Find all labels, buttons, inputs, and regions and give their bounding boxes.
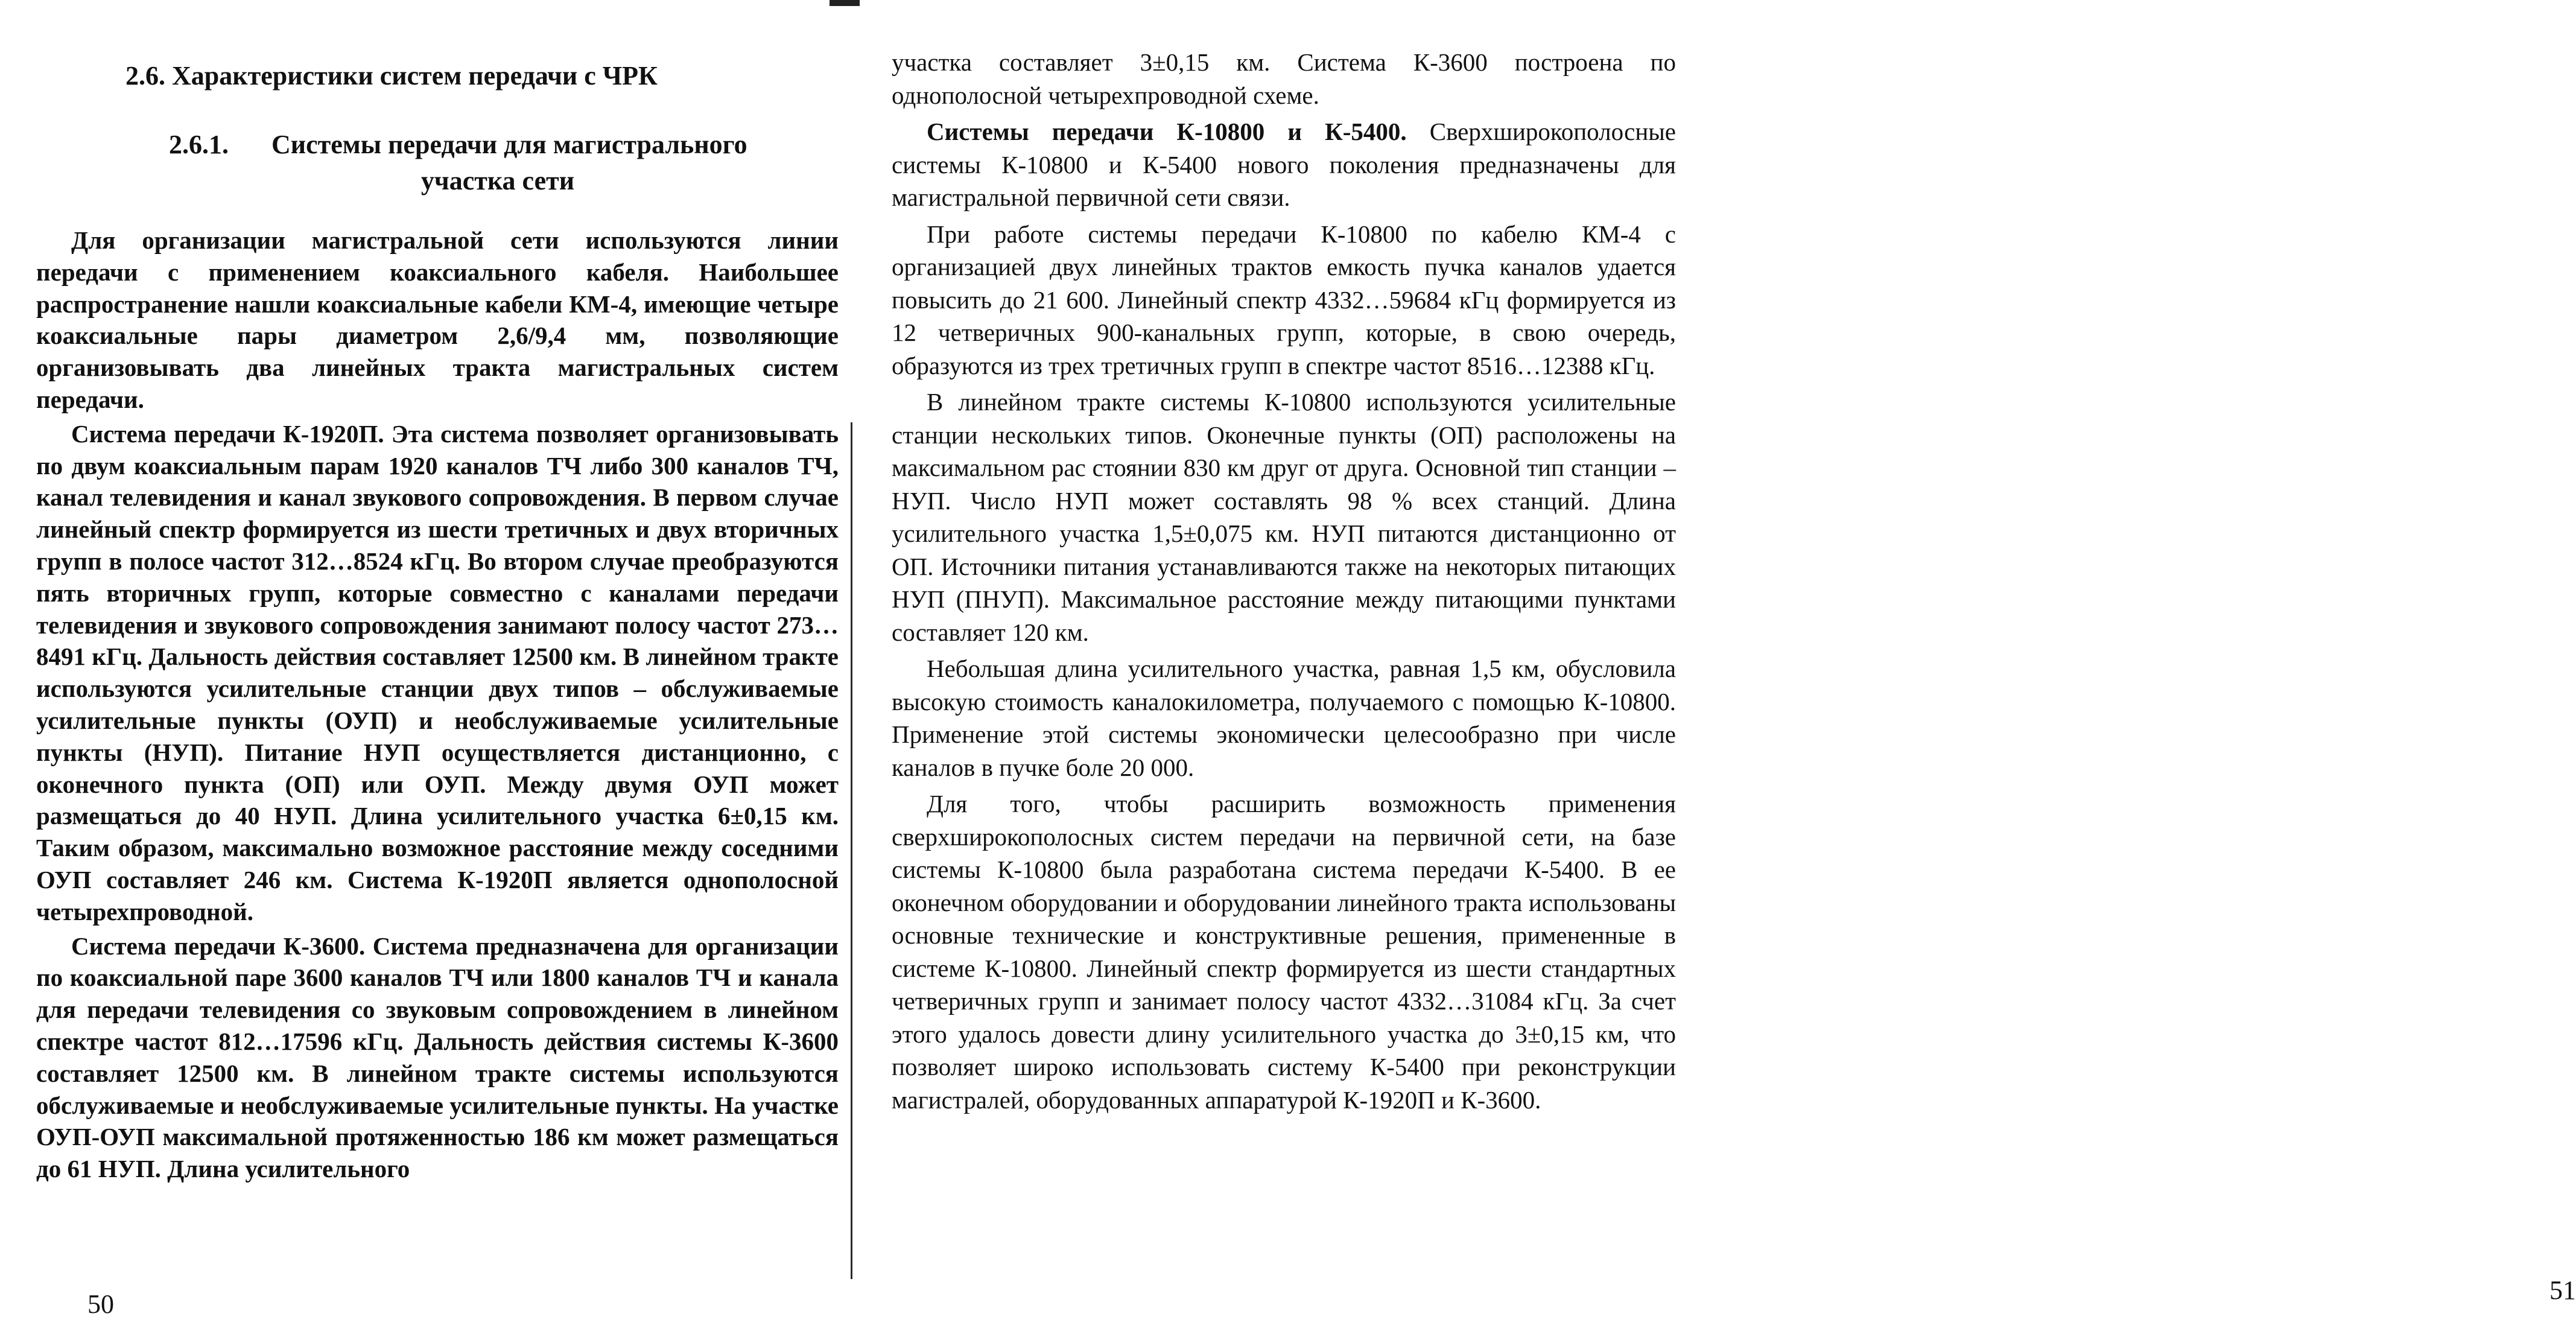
right-body-text [892, 46, 1676, 1116]
paragraph [36, 930, 839, 1185]
page-gutter-shadow [851, 422, 852, 1279]
subsection-number: 2.6.1. [169, 130, 229, 159]
paragraph: Для того, чтобы расширить возможность применения сверхширокополосных систем передачи на первичной сети, на базе системы К-10800 была разработана система передачи К-5400. В ее оконечном оборудовании и оборудовании линейного тракта использованы основные технические и конструктивные решения, примененные в системе К-10800. Линейный спектр формируется из шести стандартных четверичных групп и занимает полосу частот 4332…31084 кГц. За счет этого удалось довести длину усилительного участка до 3±0,15 км, что позволяет широко использовать систему К-5400 при реконструкции магистралей, оборудованных аппаратурой К-1920П и К-3600. [892, 790, 1676, 1114]
paragraph-text: Эта система позволяет организовывать по двум коаксиальным парам 1920 каналов ТЧ либо 300 каналов ТЧ, канал телевидения и канал звукового сопровождения. В первом случае линейный спектр формируется из шести третичных и двух вторичных групп в полосе частот 312…8524 кГц. Во втором случае преобразуются пять вторичных групп, которые совместно с каналами передачи телевидения и звукового сопровождения занимают полосу частот 273…8491 кГц. Дальность действия составляет 12500 км. В линейном тракте используются усилительные станции двух типов – обслуживаемые усилительные пункты (ОУП) и необслуживаемые усилительные пункты (НУП). Питание НУП осуществляется дистанционно, с оконечного пункта (ОП) или ОУП. Между двумя ОУП может размещаться до 40 НУП. Длина усилительного участка 6±0,15 км. Таким образом, максимально возможное расстояние между соседними ОУП составляет 246 км. Система К-1920П является однополосной четырехпроводной. [36, 419, 839, 926]
left-body-text [36, 224, 839, 1185]
section-heading: 2.6. Характеристики систем передачи с ЧРК [125, 61, 658, 91]
paragraph: участка составляет 3±0,15 км. Система К-3600 построена по однополосной четырехпроводной схеме. [892, 48, 1676, 109]
subsection-title-line1: Системы передачи для магистрального [271, 130, 747, 159]
paragraph-lead: Система передачи К-3600. [71, 932, 366, 960]
page-number: 51 [2549, 1275, 2576, 1305]
paragraph: Для организации магистральной сети используются линии передачи с применением коаксиального кабеля. Наибольшее распространение нашли коаксиальные кабели КМ-4, имеющие четыре коаксиальные пары диаметром 2,6/9,4 мм, позволяющие организовывать два линейных тракта магистральных систем передачи. [36, 226, 839, 413]
binding-mark [830, 0, 860, 6]
paragraph [892, 115, 1676, 214]
paragraph: В линейном тракте системы К-10800 используются усилительные станции нескольких типов. Оконечные пункты (ОП) расположены на максимальном рас стоянии 830 км друг от друга. Основной тип станции – НУП. Число НУП может составлять 98 % всех станций. Длина усилительного участка 1,5±0,075 км. НУП питаются дистанционно от ОП. Источники питания устанавливаются также на некоторых питающих НУП (ПНУП). Максимальное расстояние между питающими пунктами составляет 120 км. [892, 388, 1676, 646]
paragraph: Небольшая длина усилительного участка, равная 1,5 км, обусловила высокую стоимость каналокилометра, получаемого с помощью К-10800. Применение этой системы экономически целесообразно при числе каналов в пучке боле 20 000. [892, 655, 1676, 781]
paragraph-lead: Система передачи К-1920П. [71, 419, 384, 448]
paragraph-text: Система предназначена для организации по коаксиальной паре 3600 каналов ТЧ или 1800 каналов ТЧ и канала для передачи телевидения со звуковым сопровождением в линейном спектре частот 812…17596 кГц. Дальность действия системы К-3600 составляет 12500 км. В линейном тракте системы используются обслуживаемые и необслуживаемые усилительные пункты. На участке ОУП-ОУП максимальной протяженностью 186 км может размещаться до 61 НУП. Длина усилительного [36, 932, 839, 1183]
subsection-heading [169, 127, 802, 199]
subsection-title-line2: участка сети [420, 166, 575, 195]
paragraph [36, 418, 839, 928]
paragraph-lead: Системы передачи К-10800 и К-5400. [927, 118, 1407, 145]
paragraph-text: Сверхширокополосные системы К-10800 и К-5400 нового поколения предназначены для магистральной первичной сети связи. [892, 118, 1677, 211]
page-number: 50 [87, 1289, 114, 1319]
paragraph: При работе системы передачи К-10800 по кабелю КМ-4 с организацией двух линейных трактов емкость пучка каналов удается повысить до 21 600. Линейный спектр 4332…59684 кГц формируется из 12 четверичных 900-канальных групп, которые, в свою очередь, образуются из трех третичных групп в спектре частот 8516…12388 кГц. [892, 220, 1676, 380]
